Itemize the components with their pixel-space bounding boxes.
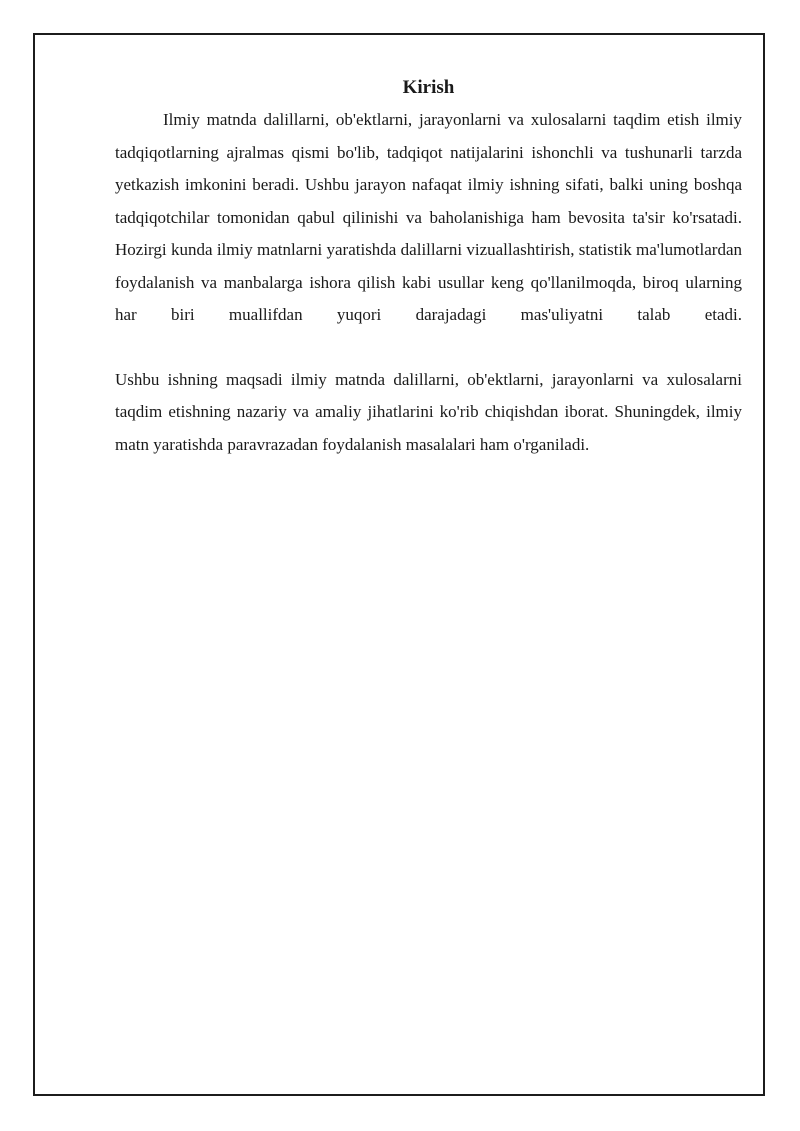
- document-body: [115, 74, 742, 461]
- section-title: Kirish: [402, 77, 455, 98]
- paragraph-purpose: Ushbu ishning maqsadi ilmiy matnda dalillarni, ob'ektlarni, jarayonlarni va xulosalarni taqdim etishning nazariy va amaliy jihatlarini ko'rib chiqishdan iborat. Shuningdek, ilmiy matn yaratishda paravrazadan foydalanish masalalari ham o'rganiladi.: [115, 369, 742, 454]
- paragraph-intro: Ilmiy matnda dalillarni, ob'ektlarni, jarayonlarni va xulosalarni taqdim etish ilmiy tadqiqotlarning ajralmas qismi bo'lib, tadqiqot natijalarini ishonchli va tushunarli tarzda yetkazish imkonini beradi. Ushbu jarayon nafaqat ilmiy ishning sifati, balki uning boshqa tadqiqotchilar tomonidan qabul qilinishi va baholanishiga ham bevosita ta'sir ko'rsatadi. Hozirgi kunda ilmiy matnlarni yaratishda dalillarni vizuallashtirish, statistik ma'lumotlardan foydalanish va manbalarga ishora qilish kabi usullar keng qo'llanilmoqda, biroq ularning har biri muallifdan yuqori darajadagi mas'uliyatni talab etadi.: [115, 110, 742, 324]
